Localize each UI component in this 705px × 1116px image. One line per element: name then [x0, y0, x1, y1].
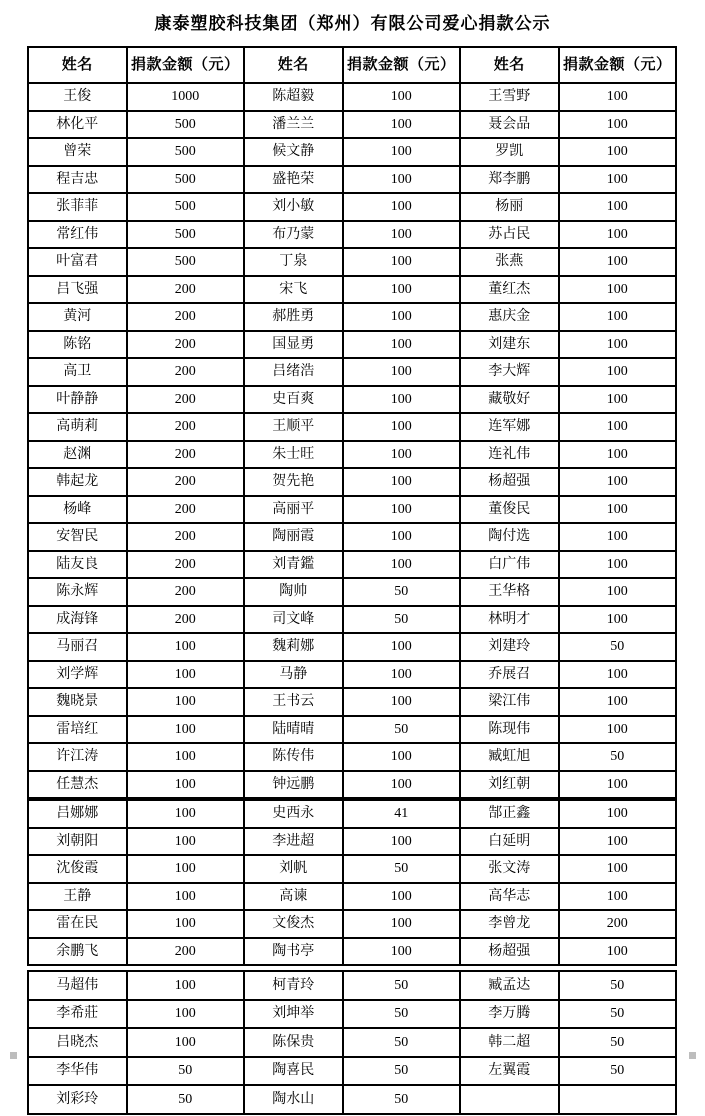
donation-amount-cell: 100 — [343, 358, 460, 386]
donor-name-cell: 曾荣 — [28, 138, 127, 166]
donation-amount-cell: 100 — [559, 413, 676, 441]
donor-name-cell: 沈俊霞 — [28, 855, 127, 883]
donor-name-cell: 陶喜民 — [244, 1057, 343, 1086]
donation-amount-cell: 100 — [559, 276, 676, 304]
donor-name-cell: 马超伟 — [28, 971, 127, 1000]
donation-amount-cell: 50 — [343, 855, 460, 883]
donation-amount-cell: 100 — [343, 633, 460, 661]
donation-amount-cell: 100 — [343, 743, 460, 771]
table-row — [28, 551, 676, 579]
table-row — [28, 193, 676, 221]
table-row — [28, 606, 676, 634]
donor-name-cell: 雷培红 — [28, 716, 127, 744]
donor-name-cell: 杨峰 — [28, 496, 127, 524]
donor-name-cell: 刘小敏 — [244, 193, 343, 221]
donor-name-cell: 聂会品 — [460, 111, 559, 139]
donor-name-cell: 郑李鹏 — [460, 166, 559, 194]
donation-amount-cell: 100 — [343, 910, 460, 938]
donation-amount-cell: 100 — [559, 688, 676, 716]
donor-name-cell: 叶富君 — [28, 248, 127, 276]
donor-name-cell: 梁江伟 — [460, 688, 559, 716]
donor-name-cell: 刘建东 — [460, 331, 559, 359]
donor-name-cell: 刘坤举 — [244, 1000, 343, 1029]
donor-name-cell: 陈传伟 — [244, 743, 343, 771]
donor-name-cell: 张燕 — [460, 248, 559, 276]
header-row — [28, 47, 676, 83]
donation-amount-cell: 100 — [559, 828, 676, 856]
donation-amount-cell: 50 — [343, 1085, 460, 1114]
donor-name-cell: 郝胜勇 — [244, 303, 343, 331]
donation-amount-cell: 100 — [127, 743, 244, 771]
donation-amount-cell: 100 — [127, 688, 244, 716]
donation-amount-cell: 200 — [127, 413, 244, 441]
table-body-section-3 — [28, 971, 676, 1114]
page-margin-artifact-left — [10, 1052, 17, 1059]
donor-name-cell: 刘朝阳 — [28, 828, 127, 856]
donor-name-cell: 白广伟 — [460, 551, 559, 579]
donation-amount-cell: 100 — [559, 111, 676, 139]
donation-amount-cell: 100 — [559, 166, 676, 194]
donor-name-cell: 李进超 — [244, 828, 343, 856]
donation-amount-cell: 50 — [343, 716, 460, 744]
donor-name-cell: 余鹏飞 — [28, 938, 127, 966]
donation-amount-cell: 50 — [343, 606, 460, 634]
donor-name-cell: 杨超强 — [460, 938, 559, 966]
donor-name-cell: 李希莊 — [28, 1000, 127, 1029]
donation-amount-cell: 100 — [343, 441, 460, 469]
table-row — [28, 358, 676, 386]
donor-name-cell: 刘建玲 — [460, 633, 559, 661]
donation-amount-cell: 50 — [127, 1085, 244, 1114]
donor-name-cell: 陶帅 — [244, 578, 343, 606]
donation-amount-cell: 50 — [559, 1000, 676, 1029]
table-body-section-2 — [28, 800, 676, 965]
donation-amount-cell: 100 — [343, 331, 460, 359]
donor-name-cell: 罗凯 — [460, 138, 559, 166]
donation-amount-cell: 50 — [559, 743, 676, 771]
donor-name-cell: 乔展召 — [460, 661, 559, 689]
donor-name-cell: 潘兰兰 — [244, 111, 343, 139]
donation-amount-cell: 100 — [559, 331, 676, 359]
donor-name-cell: 高谏 — [244, 883, 343, 911]
donation-amount-cell: 50 — [559, 1057, 676, 1086]
donation-amount-cell: 200 — [127, 386, 244, 414]
donor-name-cell: 丁泉 — [244, 248, 343, 276]
donation-amount-cell: 100 — [559, 138, 676, 166]
donation-amount-cell: 100 — [343, 413, 460, 441]
table-row — [28, 883, 676, 911]
donation-amount-cell: 50 — [127, 1057, 244, 1086]
donation-amount-cell: 100 — [127, 771, 244, 799]
table-row — [28, 413, 676, 441]
donation-amount-cell: 100 — [127, 633, 244, 661]
donor-name-cell: 韩起龙 — [28, 468, 127, 496]
donation-amount-cell: 100 — [343, 221, 460, 249]
donor-name-cell: 朱士旺 — [244, 441, 343, 469]
donor-name-cell: 林化平 — [28, 111, 127, 139]
table-row — [28, 855, 676, 883]
donation-amount-cell: 100 — [127, 971, 244, 1000]
table-row — [28, 661, 676, 689]
table-row — [28, 1028, 676, 1057]
donor-name-cell: 陶丽霞 — [244, 523, 343, 551]
donation-amount-cell: 100 — [559, 883, 676, 911]
table-row — [28, 523, 676, 551]
donation-amount-cell: 200 — [127, 441, 244, 469]
donor-name-cell: 刘帆 — [244, 855, 343, 883]
donor-name-cell: 马静 — [244, 661, 343, 689]
donor-name-cell: 刘青鑑 — [244, 551, 343, 579]
donation-amount-cell: 100 — [559, 248, 676, 276]
table-row — [28, 771, 676, 799]
donor-name-cell: 王雪野 — [460, 83, 559, 111]
donation-amount-cell: 50 — [343, 1057, 460, 1086]
donation-amount-cell: 200 — [127, 551, 244, 579]
donor-name-cell: 李华伟 — [28, 1057, 127, 1086]
donation-amount-cell: 100 — [559, 303, 676, 331]
donation-amount-cell: 41 — [343, 800, 460, 828]
donor-name-cell: 臧虹旭 — [460, 743, 559, 771]
donor-name-cell: 高萌莉 — [28, 413, 127, 441]
donation-amount-cell: 100 — [343, 248, 460, 276]
donor-name-cell: 宋飞 — [244, 276, 343, 304]
donation-amount-cell: 100 — [559, 661, 676, 689]
donation-amount-cell: 200 — [559, 910, 676, 938]
donation-amount-cell: 500 — [127, 138, 244, 166]
donation-amount-cell: 100 — [127, 661, 244, 689]
donor-name-cell: 林明才 — [460, 606, 559, 634]
table-row — [28, 166, 676, 194]
donor-name-cell: 张菲菲 — [28, 193, 127, 221]
donor-name-cell: 李万腾 — [460, 1000, 559, 1029]
donor-name-cell: 文俊杰 — [244, 910, 343, 938]
donation-amount-cell: 200 — [127, 303, 244, 331]
table-row — [28, 633, 676, 661]
donation-amount-cell: 100 — [127, 828, 244, 856]
donor-name-cell: 杨丽 — [460, 193, 559, 221]
donor-name-cell: 董俊民 — [460, 496, 559, 524]
table-header — [28, 47, 676, 83]
donor-name-cell: 高华志 — [460, 883, 559, 911]
table-row — [28, 331, 676, 359]
table-row — [28, 468, 676, 496]
donation-amount-cell: 50 — [343, 578, 460, 606]
donation-amount-cell: 100 — [559, 83, 676, 111]
table-row — [28, 248, 676, 276]
donor-name-cell: 吕飞强 — [28, 276, 127, 304]
donation-amount-cell: 200 — [127, 523, 244, 551]
table-row — [28, 716, 676, 744]
donation-amount-cell: 100 — [343, 303, 460, 331]
donation-amount-cell: 500 — [127, 248, 244, 276]
donation-amount-cell: 100 — [127, 800, 244, 828]
table-row — [28, 496, 676, 524]
donation-amount-cell: 200 — [127, 578, 244, 606]
donor-name-cell: 左翼霞 — [460, 1057, 559, 1086]
donor-name-cell: 高丽平 — [244, 496, 343, 524]
donor-name-cell: 陈超毅 — [244, 83, 343, 111]
table-row — [28, 303, 676, 331]
page-title: 康泰塑胶科技集团（郑州）有限公司爱心捐款公示 — [154, 14, 551, 33]
donation-amount-cell: 100 — [343, 883, 460, 911]
donation-amount-cell: 100 — [343, 83, 460, 111]
table-row — [28, 111, 676, 139]
donor-name-cell: 陈现伟 — [460, 716, 559, 744]
donor-name-cell: 柯青玲 — [244, 971, 343, 1000]
donation-amount-cell: 200 — [127, 358, 244, 386]
donation-amount-cell: 100 — [559, 221, 676, 249]
donation-amount-cell: 100 — [559, 358, 676, 386]
donor-name-cell: 任慧杰 — [28, 771, 127, 799]
donation-amount-cell — [559, 1085, 676, 1114]
donation-amount-cell: 100 — [343, 468, 460, 496]
donation-amount-cell: 100 — [343, 771, 460, 799]
donation-amount-cell: 100 — [343, 938, 460, 966]
donor-name-cell: 程吉忠 — [28, 166, 127, 194]
donation-amount-cell: 500 — [127, 193, 244, 221]
donor-name-cell: 吕娜娜 — [28, 800, 127, 828]
header-amount-col-3: 捐款金额（元） — [559, 47, 676, 83]
donor-name-cell: 盛艳荣 — [244, 166, 343, 194]
table-row — [28, 1085, 676, 1114]
donor-name-cell: 黄河 — [28, 303, 127, 331]
donor-name-cell: 白延明 — [460, 828, 559, 856]
donation-amount-cell: 200 — [127, 938, 244, 966]
donation-amount-cell: 200 — [127, 468, 244, 496]
donation-amount-cell: 100 — [559, 496, 676, 524]
donation-amount-cell: 100 — [127, 716, 244, 744]
donor-name-cell: 吕晓杰 — [28, 1028, 127, 1057]
donor-name-cell: 赵渊 — [28, 441, 127, 469]
donation-amount-cell: 100 — [559, 771, 676, 799]
donation-amount-cell: 1000 — [127, 83, 244, 111]
donor-name-cell: 陈铭 — [28, 331, 127, 359]
donor-name-cell: 陶书亭 — [244, 938, 343, 966]
donor-name-cell: 臧孟达 — [460, 971, 559, 1000]
donation-amount-cell: 50 — [559, 971, 676, 1000]
donation-amount-cell: 50 — [343, 1028, 460, 1057]
donation-amount-cell: 500 — [127, 221, 244, 249]
donation-amount-cell: 50 — [559, 633, 676, 661]
donation-amount-cell: 100 — [559, 386, 676, 414]
donor-name-cell: 布乃蒙 — [244, 221, 343, 249]
donor-name-cell: 王顺平 — [244, 413, 343, 441]
header-amount-col-2: 捐款金额（元） — [343, 47, 460, 83]
donation-table-section-1 — [27, 46, 677, 799]
table-row — [28, 743, 676, 771]
donor-name-cell: 陶付选 — [460, 523, 559, 551]
donation-amount-cell: 100 — [127, 1000, 244, 1029]
donor-name-cell: 司文峰 — [244, 606, 343, 634]
donor-name-cell: 刘红朝 — [460, 771, 559, 799]
donor-name-cell: 藏敬好 — [460, 386, 559, 414]
donor-name-cell: 马丽召 — [28, 633, 127, 661]
donation-tables — [27, 46, 677, 1115]
donor-name-cell: 刘彩玲 — [28, 1085, 127, 1114]
donation-amount-cell: 100 — [559, 855, 676, 883]
donor-name-cell: 连礼伟 — [460, 441, 559, 469]
table-row — [28, 971, 676, 1000]
donor-name-cell: 韩二超 — [460, 1028, 559, 1057]
donor-name-cell: 雷在民 — [28, 910, 127, 938]
donation-amount-cell: 100 — [343, 828, 460, 856]
donor-name-cell: 常红伟 — [28, 221, 127, 249]
donor-name-cell: 钟远鹏 — [244, 771, 343, 799]
donation-amount-cell: 100 — [343, 111, 460, 139]
page-margin-artifact-right — [689, 1052, 696, 1059]
donor-name-cell: 王俊 — [28, 83, 127, 111]
donation-amount-cell: 200 — [127, 496, 244, 524]
donor-name-cell: 陈永辉 — [28, 578, 127, 606]
donation-amount-cell: 100 — [559, 468, 676, 496]
donation-amount-cell: 100 — [559, 800, 676, 828]
donation-amount-cell: 100 — [343, 661, 460, 689]
donor-name-cell: 史百爽 — [244, 386, 343, 414]
donor-name-cell: 连军娜 — [460, 413, 559, 441]
donor-name-cell: 陶水山 — [244, 1085, 343, 1114]
donation-amount-cell: 100 — [343, 276, 460, 304]
donor-name-cell: 候文静 — [244, 138, 343, 166]
donor-name-cell: 叶静静 — [28, 386, 127, 414]
donation-amount-cell: 200 — [127, 606, 244, 634]
table-row — [28, 386, 676, 414]
donation-amount-cell: 100 — [343, 523, 460, 551]
donor-name-cell: 李大辉 — [460, 358, 559, 386]
donor-name-cell: 杨超强 — [460, 468, 559, 496]
donation-amount-cell: 100 — [559, 551, 676, 579]
table-row — [28, 688, 676, 716]
donation-amount-cell: 100 — [559, 441, 676, 469]
table-row — [28, 828, 676, 856]
donation-amount-cell: 200 — [127, 331, 244, 359]
donor-name-cell: 陆友良 — [28, 551, 127, 579]
table-row — [28, 938, 676, 966]
donor-name-cell: 史西永 — [244, 800, 343, 828]
donor-name-cell: 刘学辉 — [28, 661, 127, 689]
header-name-col-2: 姓名 — [244, 47, 343, 83]
donation-amount-cell: 100 — [127, 1028, 244, 1057]
donation-amount-cell: 100 — [343, 193, 460, 221]
donation-amount-cell: 100 — [127, 883, 244, 911]
table-row — [28, 441, 676, 469]
table-row — [28, 578, 676, 606]
donor-name-cell: 陆晴晴 — [244, 716, 343, 744]
donation-table-section-3 — [27, 970, 677, 1115]
donor-name-cell: 许江涛 — [28, 743, 127, 771]
donation-amount-cell: 100 — [343, 688, 460, 716]
table-row — [28, 83, 676, 111]
donation-amount-cell: 500 — [127, 111, 244, 139]
table-body-section-1 — [28, 83, 676, 798]
donor-name-cell: 魏晓景 — [28, 688, 127, 716]
donor-name-cell: 安智民 — [28, 523, 127, 551]
donation-amount-cell: 100 — [127, 855, 244, 883]
header-name-col-3: 姓名 — [460, 47, 559, 83]
donor-name-cell: 李曾龙 — [460, 910, 559, 938]
donation-amount-cell: 50 — [559, 1028, 676, 1057]
donor-name-cell: 张文涛 — [460, 855, 559, 883]
donor-name-cell: 成海锋 — [28, 606, 127, 634]
table-row — [28, 800, 676, 828]
donor-name-cell: 国显勇 — [244, 331, 343, 359]
donor-name-cell: 王静 — [28, 883, 127, 911]
donation-amount-cell: 100 — [559, 523, 676, 551]
donor-name-cell: 惠庆金 — [460, 303, 559, 331]
donation-amount-cell: 500 — [127, 166, 244, 194]
donation-amount-cell: 50 — [343, 1000, 460, 1029]
donation-table-section-2 — [27, 799, 677, 966]
header-name-col-1: 姓名 — [28, 47, 127, 83]
table-row — [28, 1000, 676, 1029]
donor-name-cell: 郜正鑫 — [460, 800, 559, 828]
donation-amount-cell: 100 — [343, 551, 460, 579]
table-row — [28, 221, 676, 249]
donation-amount-cell: 100 — [343, 138, 460, 166]
donor-name-cell: 吕绪浩 — [244, 358, 343, 386]
donor-name-cell: 魏莉娜 — [244, 633, 343, 661]
donor-name-cell: 王华格 — [460, 578, 559, 606]
donor-name-cell: 董红杰 — [460, 276, 559, 304]
donor-name-cell: 高卫 — [28, 358, 127, 386]
donation-amount-cell: 50 — [343, 971, 460, 1000]
donor-name-cell — [460, 1085, 559, 1114]
table-row — [28, 138, 676, 166]
table-row — [28, 910, 676, 938]
header-amount-col-1: 捐款金额（元） — [127, 47, 244, 83]
donation-amount-cell: 100 — [559, 193, 676, 221]
donation-amount-cell: 100 — [343, 166, 460, 194]
donor-name-cell: 贺先艳 — [244, 468, 343, 496]
donation-amount-cell: 100 — [343, 386, 460, 414]
table-row — [28, 276, 676, 304]
donation-amount-cell: 100 — [559, 938, 676, 966]
donation-amount-cell: 100 — [343, 496, 460, 524]
donor-name-cell: 陈保贵 — [244, 1028, 343, 1057]
donation-amount-cell: 100 — [559, 606, 676, 634]
donation-amount-cell: 200 — [127, 276, 244, 304]
donor-name-cell: 王书云 — [244, 688, 343, 716]
donation-amount-cell: 100 — [559, 716, 676, 744]
donation-amount-cell: 100 — [127, 910, 244, 938]
donor-name-cell: 苏占民 — [460, 221, 559, 249]
donation-amount-cell: 100 — [559, 578, 676, 606]
table-row — [28, 1057, 676, 1086]
